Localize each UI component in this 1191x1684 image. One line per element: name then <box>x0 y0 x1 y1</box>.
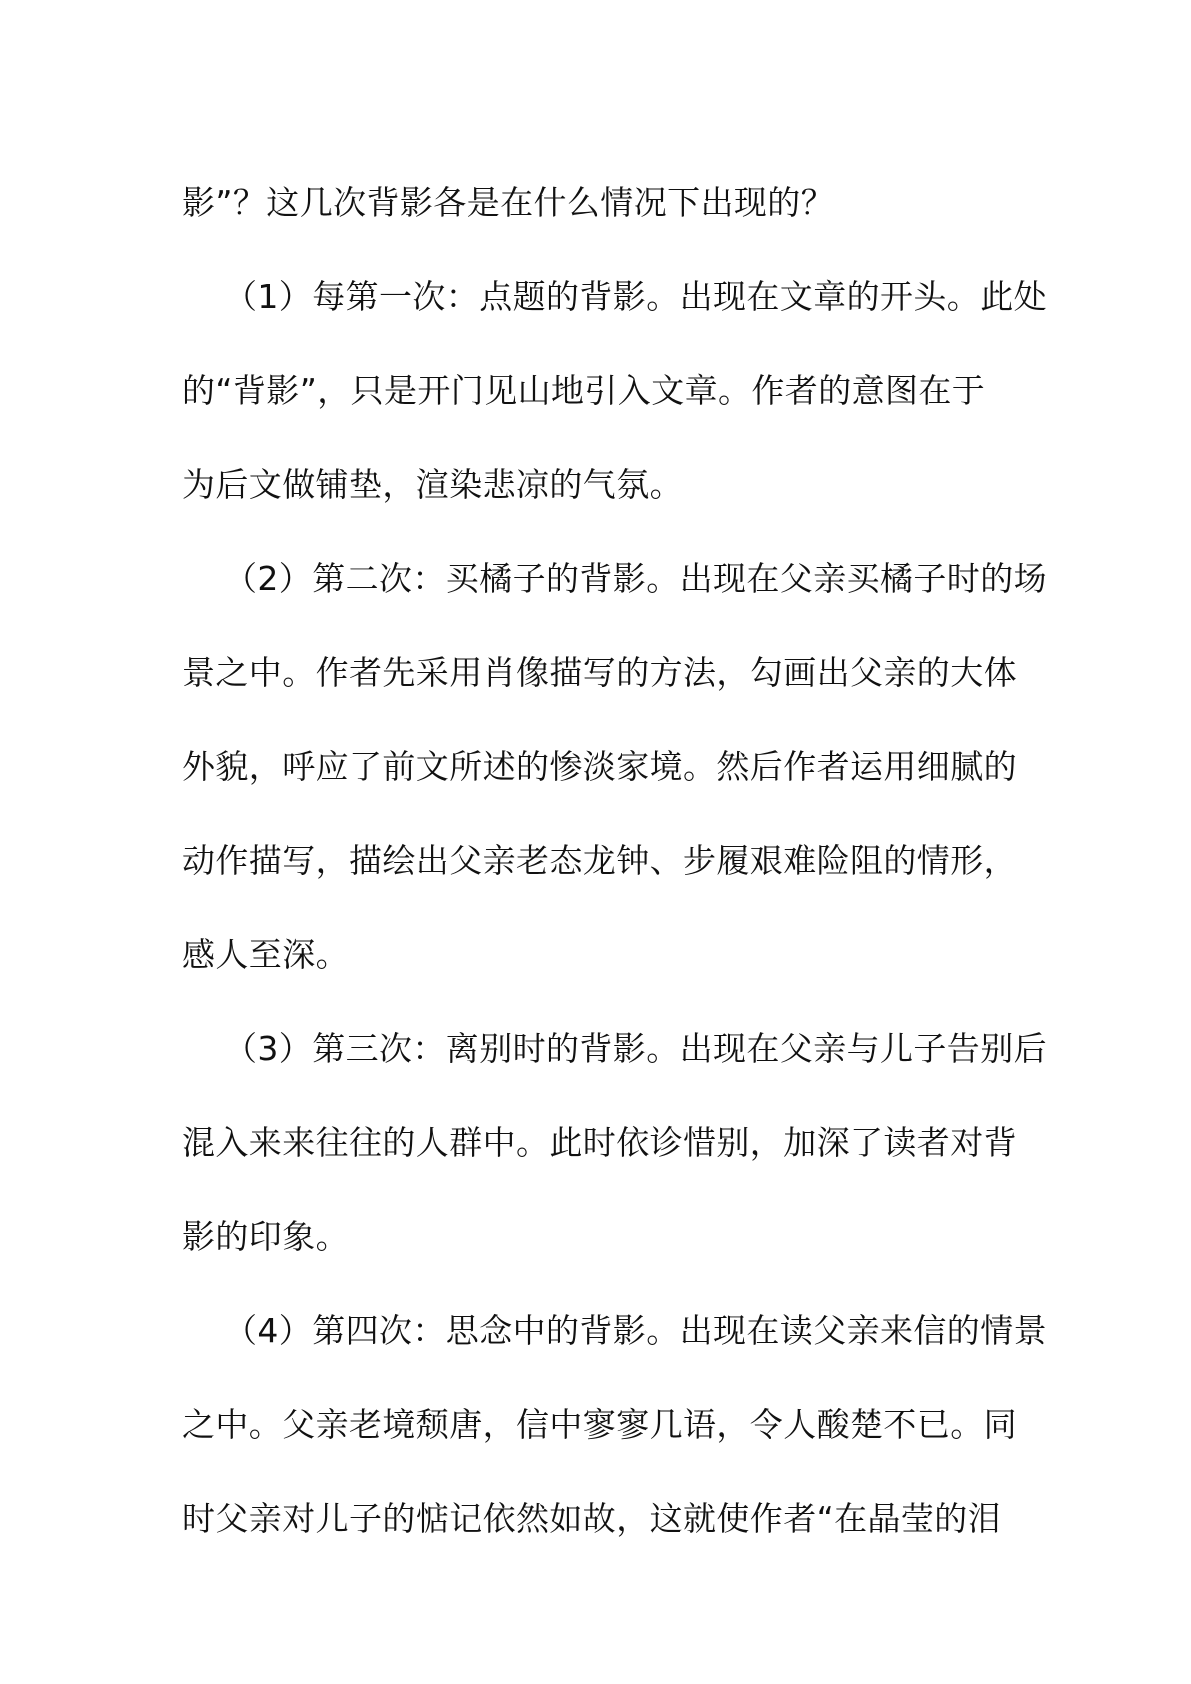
text-line: 的“背影”，只是开门见山地引入文章。作者的意图在于 <box>182 371 986 410</box>
text-line: 之中。父亲老境颓唐，信中寥寥几语，令人酸楚不已。同 <box>182 1405 1017 1444</box>
paragraph-1-line: （1）每第一次：点题的背影。出现在文章的开头。此处 <box>224 277 1047 316</box>
text-line: 外貌，呼应了前文所述的惨淡家境。然后作者运用细腻的 <box>182 747 1017 786</box>
document-body <box>182 156 1047 1566</box>
text-line: 景之中。作者先采用肖像描写的方法，勾画出父亲的大体 <box>182 653 1017 692</box>
text-line: 影”？这几次背影各是在什么情况下出现的？ <box>182 183 835 222</box>
paragraph-2-line: （2）第二次：买橘子的背影。出现在父亲买橘子时的场 <box>224 559 1047 598</box>
text-line: 为后文做铺垫，渲染悲凉的气氛。 <box>182 465 683 504</box>
paragraph-3-line: （3）第三次：离别时的背影。出现在父亲与儿子告别后 <box>224 1029 1047 1068</box>
paragraph-4-line: （4）第四次：思念中的背影。出现在读父亲来信的情景 <box>224 1311 1047 1350</box>
text-line: 感人至深。 <box>182 935 349 974</box>
text-line: 混入来来往往的人群中。此时依诊惜别，加深了读者对背 <box>182 1123 1017 1162</box>
text-line: 影的印象。 <box>182 1217 349 1256</box>
text-line: 时父亲对儿子的惦记依然如故，这就使作者“在晶莹的泪 <box>182 1499 1002 1538</box>
text-line: 动作描写，描绘出父亲老态龙钟、步履艰难险阻的情形， <box>182 841 1017 880</box>
